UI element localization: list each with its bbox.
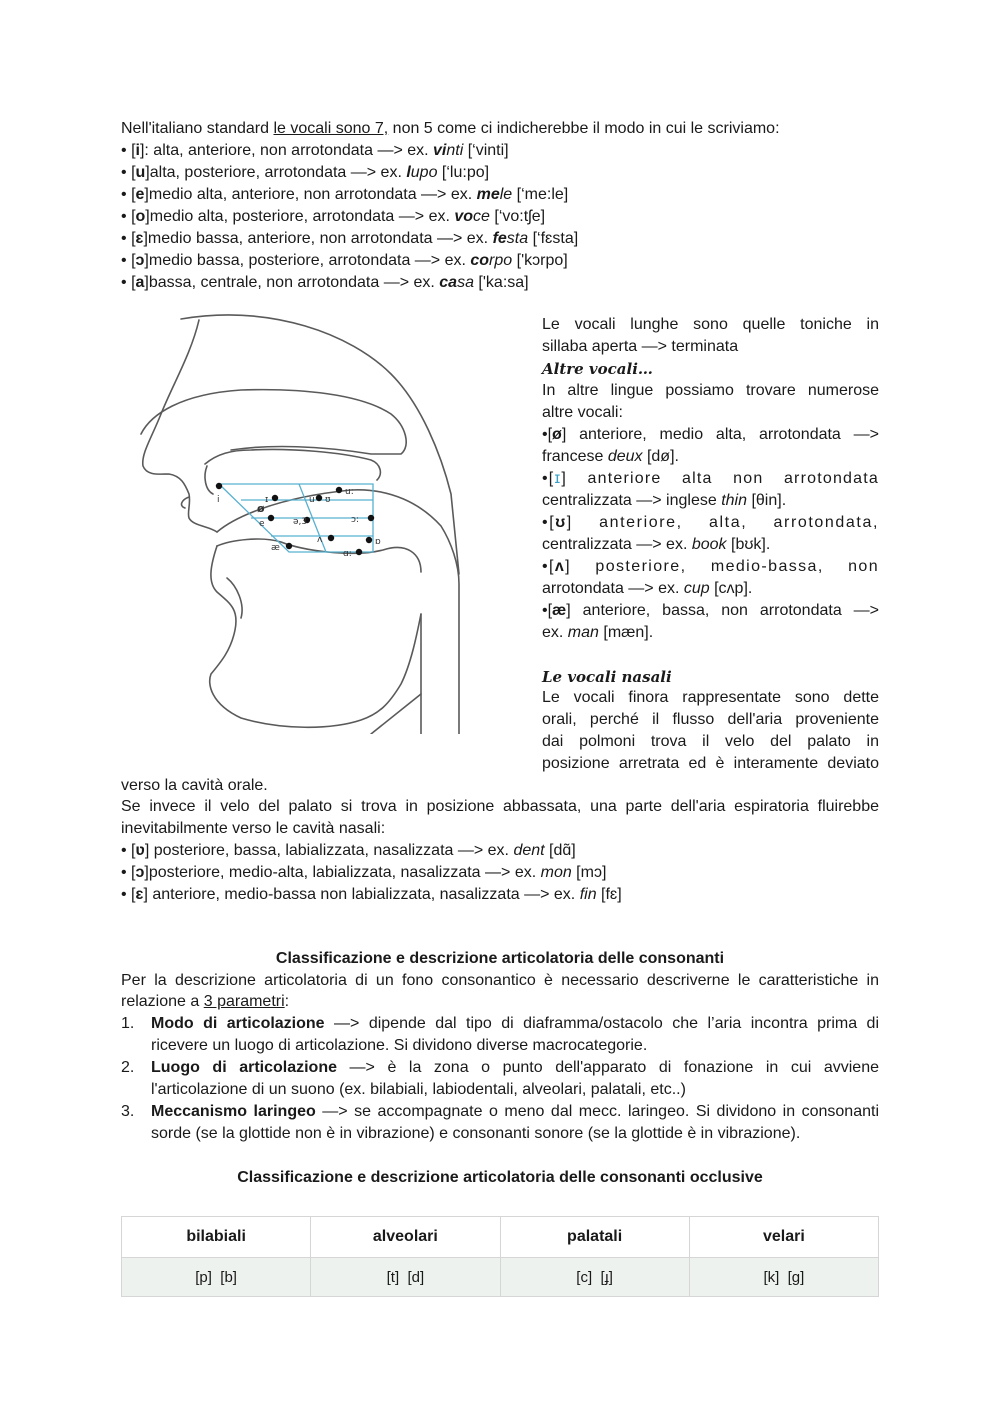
occlusive-value-row [122, 1258, 879, 1297]
label-upsilon: ʊ [325, 495, 331, 505]
parameter-number: 3. [121, 1103, 135, 1120]
small-i-line-2: centralizzata —> inglese thin [θin]. [542, 492, 787, 509]
nasali-line-2: orali, perché il flusso dell'aria proveniente [542, 711, 879, 728]
long-vowels-line-1: Le vocali lunghe sono quelle toniche in [542, 316, 879, 333]
parameter-line-2: l'articolazione di un suono (ex. bilabiali, labiodentali, alveolari, palatali, etc..) [151, 1081, 686, 1098]
vowel-dot-e [268, 515, 274, 521]
tongue-palate-back [217, 490, 459, 734]
after-diagram-line-1: verso la cavità orale. [121, 777, 268, 794]
vowel-dot-upsilon [316, 495, 322, 501]
parameter-number: 2. [121, 1059, 135, 1076]
vowel-item: • [o]medio alta, posteriore, arrotondata —> ex. voce [‘vo:tʃe] [121, 208, 546, 225]
altre-vocali-heading: Altre vocali… [542, 360, 653, 378]
label-open-o-long: ɔ: [351, 515, 359, 525]
label-turned-a: ɒ [375, 537, 381, 547]
nasal-cavity [141, 390, 406, 454]
o-slash-line-1: •[ø] anteriore, medio alta, arrotondata —> [542, 426, 879, 443]
after-diagram-line-3: inevitabilmente verso le cavità nasali: [121, 820, 386, 837]
altre-intro-line-1: In altre lingue possiamo trovare numerose [542, 382, 879, 399]
vowel-dot-small-i [272, 495, 278, 501]
upsilon-line-1: •[ʊ] anteriore, alta, arrotondata, [542, 514, 879, 531]
label-ae: æ [271, 543, 280, 553]
head-profile-upper [143, 320, 217, 532]
nasali-line-1: Le vocali finora rappresentate sono dette [542, 689, 879, 706]
col-velari: velari [689, 1217, 878, 1258]
vowel-item: • [ɔ]medio bassa, posteriore, arrotondata —> ex. corpo ['kɔrpo] [121, 252, 568, 269]
occlusive-table [121, 1216, 879, 1297]
throat-line [371, 694, 421, 734]
nasal-vowel-item: • [ɛ] anteriore, medio-bassa non labializzata, nasalizzata —> ex. fin [fɛ] [121, 886, 622, 903]
wedge-line-1: •[ʌ] posteriore, medio-bassa, non [542, 558, 879, 575]
parameter-line-1: Meccanismo laringeo —> se accompagnate o meno dal mecc. laringeo. Si dividono in consonanti [151, 1103, 879, 1120]
vowel-item: • [i]: alta, anteriore, non arrotondata —> ex. vinti [‘vinti] [121, 142, 509, 159]
label-u: u [309, 495, 315, 505]
consonants-heading: Classificazione e descrizione articolatoria delle consonanti [275, 950, 725, 967]
ash-line-1: •[æ] anteriore, bassa, non arrotondata —> [542, 602, 879, 619]
lower-jaw [210, 546, 421, 727]
after-diagram-line-2: Se invece il velo del palato si trova in posizione abbassata, una parte dell'aria espiratoria fluirebbe [121, 798, 879, 815]
parameter-line-2: sorde (se la glottide non è in vibrazione) e consonanti sonore (se la glottide è in vibrazione). [151, 1125, 801, 1142]
upper-lip-line [182, 497, 189, 508]
label-o-slash: ø [257, 502, 265, 515]
intro-underlined: le vocali sono 7, [273, 120, 389, 137]
ash-line-2: ex. man [mæn]. [542, 624, 654, 641]
vowel-dot-a-long [356, 549, 362, 555]
cell-bilabiali: [p] [b] [122, 1258, 311, 1297]
cell-alveolari: [t] [d] [311, 1258, 500, 1297]
col-bilabiali: bilabiali [122, 1217, 311, 1258]
cell-velari: [k] [g] [689, 1258, 878, 1297]
occlusive-heading: Classificazione e descrizione articolatoria delle consonanti occlusive [237, 1169, 763, 1186]
label-schwa: ə,3 [293, 517, 308, 527]
vowel-dot-ae [286, 543, 292, 549]
label-e: e [259, 519, 265, 529]
occlusive-header-row [122, 1217, 879, 1258]
small-i-line-1: •[ɪ] anteriore alta non arrotondata [542, 470, 879, 487]
col-palatali: palatali [500, 1217, 689, 1258]
vocal-tract-diagram [121, 314, 526, 734]
intro-text-end: non 5 come ci indicherebbe il modo in cui le scriviamo: [388, 120, 780, 137]
intro-line [121, 118, 879, 140]
hard-palate [205, 449, 380, 480]
vowel-item: • [ɛ]medio bassa, anteriore, non arrotondata —> ex. festa [‘fɛsta] [121, 230, 579, 247]
vowel-dot-u-long [336, 487, 342, 493]
nasal-vowel-item: • [ʋ] posteriore, bassa, labializzata, nasalizzata —> ex. dent [dɑ̃] [121, 842, 576, 859]
consonants-intro-1: Per la descrizione articolatoria di un fono consonantico è necessario descriverne le caratteristiche in [121, 972, 879, 989]
label-u-long: u: [345, 487, 354, 497]
parameter-number: 1. [121, 1015, 135, 1032]
upper-teeth [205, 466, 213, 494]
long-vowels-line-2: sillaba aperta —> terminata [542, 338, 739, 355]
vowel-dot-turned-a [366, 537, 372, 543]
nasali-line-3: dai polmoni trova il velo del palato in [542, 733, 879, 750]
label-wedge: ʌ [317, 535, 323, 545]
intro-text: Nell'italiano standard [121, 120, 274, 137]
vowel-dot-wedge [328, 535, 334, 541]
nasali-line-4: posizione arretrata ed è interamente deviato [542, 755, 879, 772]
vocali-nasali-heading: Le vocali nasali [542, 668, 672, 686]
label-small-i: ɪ [265, 495, 269, 505]
vowel-item: • [u]alta, posteriore, arrotondata —> ex. lupo [‘lu:po] [121, 164, 490, 181]
vowel-dot-i [216, 483, 222, 489]
consonants-intro-2: relazione a 3 parametri: [121, 993, 290, 1010]
parameter-line-2: ricevere un luogo di articolazione. Si dividono diverse macrocategorie. [151, 1037, 648, 1054]
vowel-dot-open-o-long [368, 515, 374, 521]
altre-intro-line-2: altre vocali: [542, 404, 623, 421]
vowel-item: • [e]medio alta, anteriore, non arrotondata —> ex. mele [‘me:le] [121, 186, 569, 203]
nasal-vowel-item: • [ɔ]posteriore, medio-alta, labializzata, nasalizzata —> ex. mon [mɔ] [121, 864, 607, 881]
label-a-long: ɑ: [343, 549, 352, 559]
label-i: i [217, 495, 220, 505]
parameter-line-1: Luogo di articolazione —> è la zona o punto dell'apparato di fonazione in cui avviene [151, 1059, 879, 1076]
wedge-line-2: arrotondata —> ex. cup [cʌp]. [542, 580, 753, 597]
col-alveolari: alveolari [311, 1217, 500, 1258]
o-slash-line-2: francese deux [dø]. [542, 448, 679, 465]
cell-palatali: [c] [ɟ] [500, 1258, 689, 1297]
parameter-line-1: Modo di articolazione —> dipende dal tipo di diaframma/ostacolo che l’aria incontra prima di [151, 1015, 880, 1032]
vowel-item: • [a]bassa, centrale, non arrotondata —> ex. casa ['ka:sa] [121, 274, 529, 291]
upsilon-line-2: centralizzata —> ex. book [bʊk]. [542, 536, 771, 553]
